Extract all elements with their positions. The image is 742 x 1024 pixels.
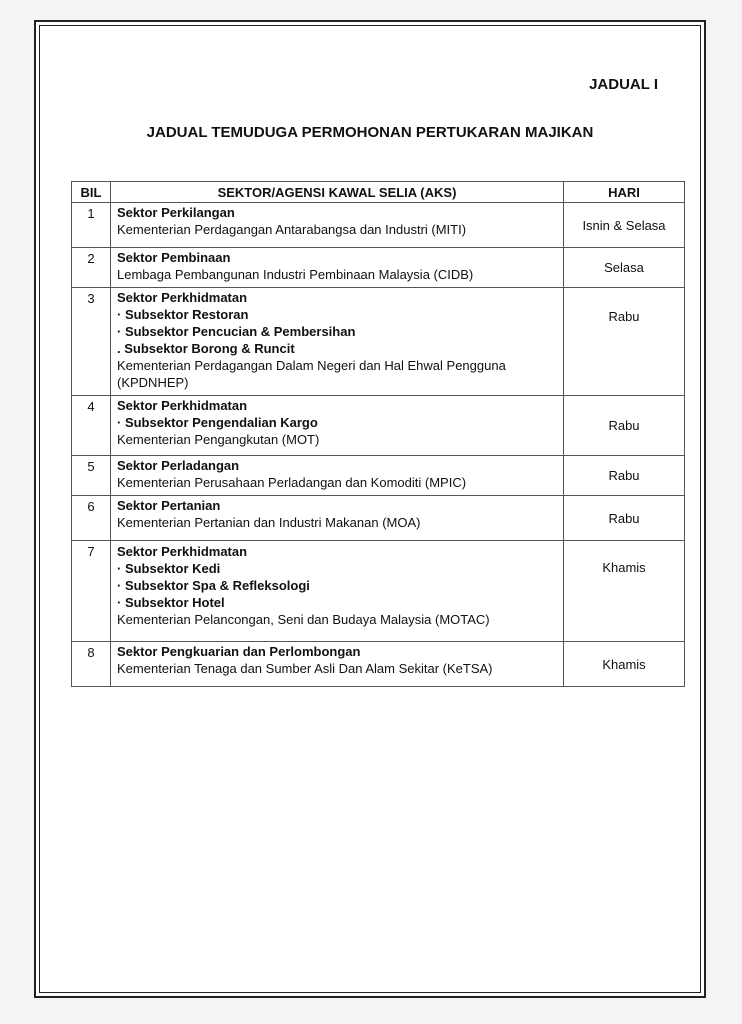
- subsector-item: · Subsektor Pengendalian Kargo: [117, 415, 318, 430]
- sector-cell: [111, 396, 564, 456]
- header-bil: BIL: [72, 182, 111, 203]
- document-page: [34, 20, 706, 998]
- agency-name: Kementerian Perdagangan Dalam Negeri dan Hal Ehwal Pengguna (KPDNHEP): [117, 358, 506, 390]
- document-label: JADUAL I: [589, 76, 658, 93]
- agency-name: Kementerian Pertanian dan Industri Makanan (MOA): [117, 515, 421, 530]
- day-cell: Rabu: [564, 288, 685, 396]
- agency-name: Kementerian Perusahaan Perladangan dan Komoditi (MPIC): [117, 475, 467, 490]
- day-cell: Rabu: [564, 496, 685, 541]
- day-cell: Selasa: [564, 248, 685, 288]
- day-cell: Rabu: [564, 396, 685, 456]
- sector-name: Sektor Pembinaan: [117, 250, 231, 265]
- sector-cell: [111, 288, 564, 396]
- sector-name: Sektor Pertanian: [117, 498, 221, 513]
- agency-name: Kementerian Pengangkutan (MOT): [117, 432, 320, 447]
- table-row: [72, 541, 685, 642]
- sector-name: Sektor Perkhidmatan: [117, 290, 248, 305]
- subsector-item: · Subsektor Restoran: [117, 307, 249, 322]
- row-number: 4: [72, 396, 111, 456]
- sector-name: Sektor Pengkuarian dan Perlombongan: [117, 644, 361, 659]
- subsector-item: · Subsektor Kedi: [117, 561, 221, 576]
- interview-schedule-table: [71, 181, 685, 687]
- sector-cell: [111, 248, 564, 288]
- sector-cell: [111, 203, 564, 248]
- agency-name: Lembaga Pembangunan Industri Pembinaan Malaysia (CIDB): [117, 267, 474, 282]
- header-hari: HARI: [564, 182, 685, 203]
- row-number: 7: [72, 541, 111, 642]
- table-row: [72, 396, 685, 456]
- sector-name: Sektor Perkhidmatan: [117, 544, 248, 559]
- subsector-item: · Subsektor Spa & Refleksologi: [117, 578, 310, 593]
- row-number: 1: [72, 203, 111, 248]
- sector-cell: [111, 456, 564, 496]
- header-sektor: SEKTOR/AGENSI KAWAL SELIA (AKS): [111, 182, 564, 203]
- row-number: 3: [72, 288, 111, 396]
- table-row: [72, 496, 685, 541]
- table-row: [72, 288, 685, 396]
- table-row: [72, 642, 685, 687]
- subsector-item: · Subsektor Pencucian & Pembersihan: [117, 324, 356, 339]
- row-number: 2: [72, 248, 111, 288]
- subsector-item: . Subsektor Borong & Runcit: [117, 341, 295, 356]
- sector-name: Sektor Perladangan: [117, 458, 240, 473]
- row-number: 8: [72, 642, 111, 687]
- agency-name: Kementerian Perdagangan Antarabangsa dan Industri (MITI): [117, 222, 467, 237]
- day-cell: Khamis: [564, 642, 685, 687]
- sector-name: Sektor Perkhidmatan: [117, 398, 248, 413]
- table-row: [72, 248, 685, 288]
- sector-name: Sektor Perkilangan: [117, 205, 235, 220]
- row-number: 5: [72, 456, 111, 496]
- agency-name: Kementerian Pelancongan, Seni dan Budaya Malaysia (MOTAC): [117, 612, 490, 627]
- subsector-item: · Subsektor Hotel: [117, 595, 225, 610]
- sector-cell: [111, 541, 564, 642]
- table-header-row: [72, 182, 685, 203]
- day-cell: Khamis: [564, 541, 685, 642]
- table-row: [72, 203, 685, 248]
- agency-name: Kementerian Tenaga dan Sumber Asli Dan Alam Sekitar (KeTSA): [117, 661, 493, 676]
- row-number: 6: [72, 496, 111, 541]
- page-inner-border: [39, 25, 701, 993]
- sector-cell: [111, 642, 564, 687]
- document-title: JADUAL TEMUDUGA PERMOHONAN PERTUKARAN MAJIKAN: [146, 124, 594, 141]
- sector-cell: [111, 496, 564, 541]
- day-cell: Isnin & Selasa: [564, 203, 685, 248]
- table-row: [72, 456, 685, 496]
- day-cell: Rabu: [564, 456, 685, 496]
